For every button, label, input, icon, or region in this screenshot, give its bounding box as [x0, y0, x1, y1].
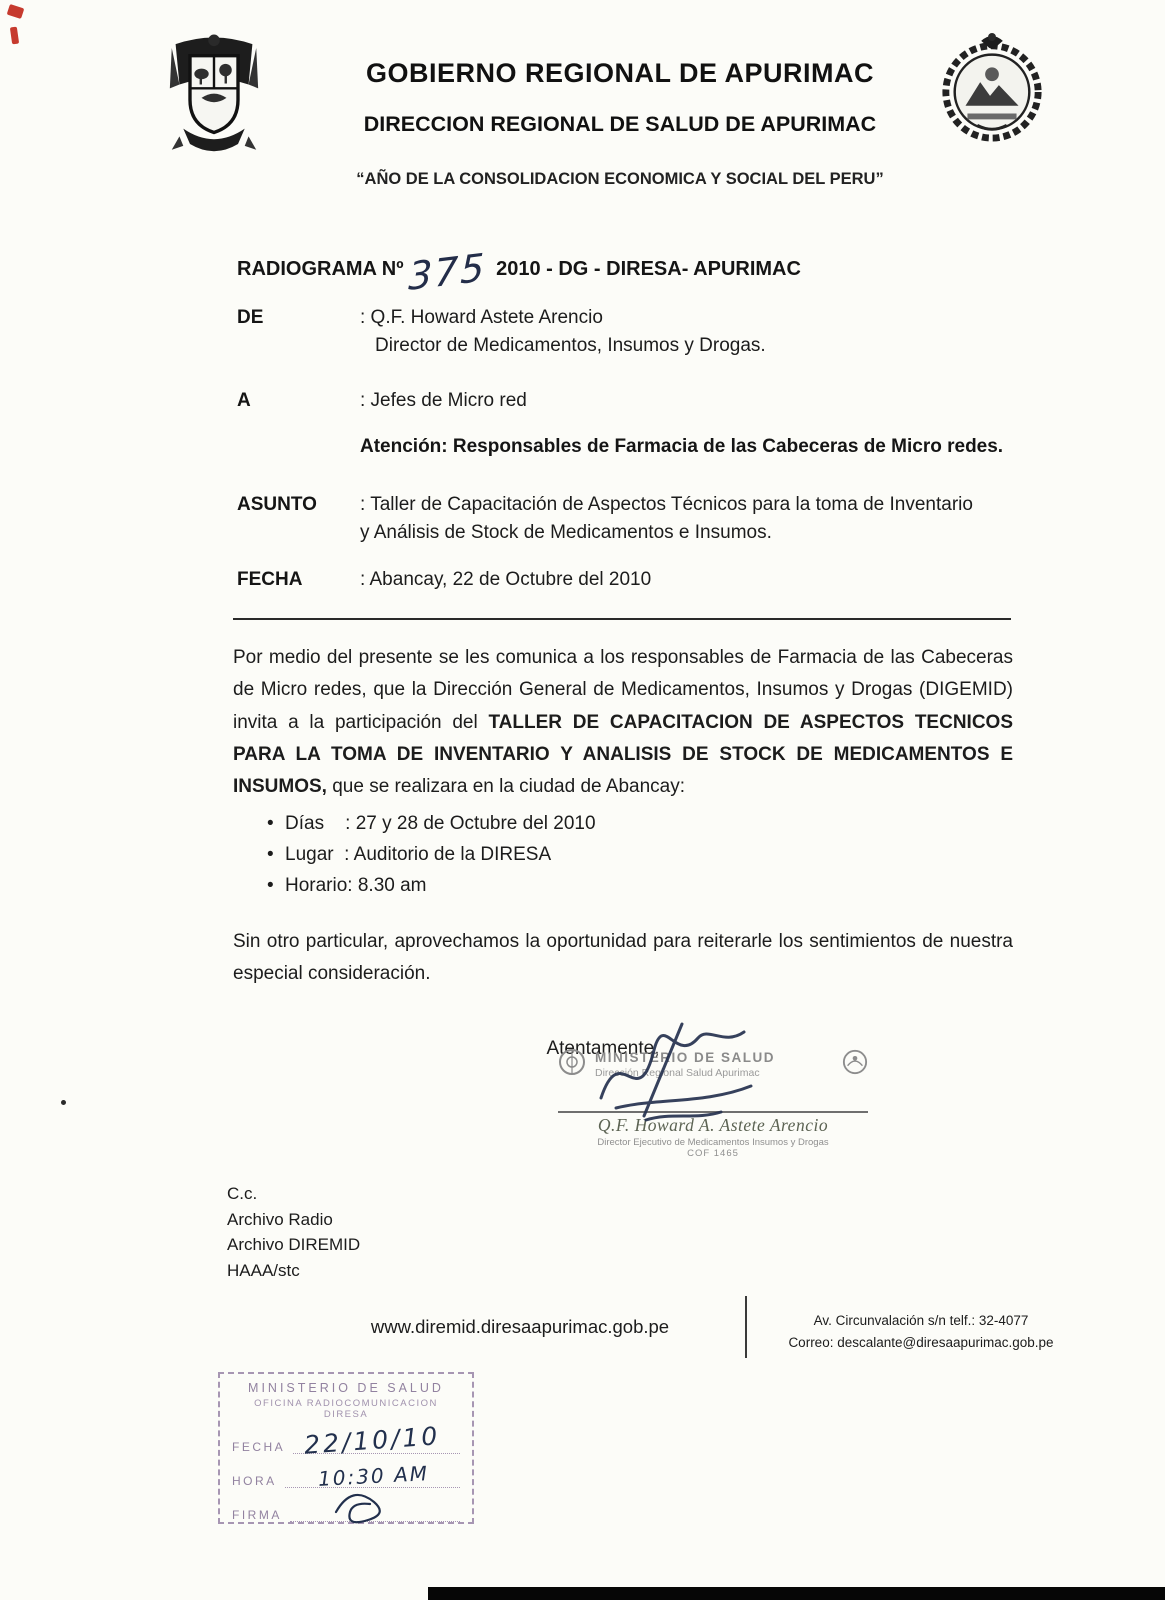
- field-de: [237, 304, 1027, 359]
- paragraph-text: Por medio del presente se les comunica a los responsables de Farmacia de las Cabeceras de Micro redes, que la Dirección General de Medicamentos, Insumos y Drogas (DIGEMID) invita a la participación del: [233, 647, 1013, 733]
- radiogram-number-line: [237, 245, 801, 299]
- field-a-value: : Jefes de Micro red: [360, 390, 527, 411]
- field-a: [237, 387, 1027, 415]
- list-item-text: Lugar : Auditorio de la DIRESA: [285, 844, 552, 866]
- footer-email: Correo: descalante@diresaapurimac.gob.pe: [788, 1335, 1054, 1351]
- field-asunto-value-line1: : Taller de Capacitación de Aspectos Técnicos para la toma de Inventario: [360, 494, 973, 515]
- footer-contact: [778, 1310, 1064, 1355]
- field-asunto-value-line2: y Análisis de Stock de Medicamentos e Insumos.: [360, 521, 772, 543]
- scan-artifact-red-mark: [7, 4, 25, 19]
- field-fecha: [237, 566, 1027, 594]
- closing-salutation: Atentamente,: [546, 1038, 660, 1060]
- reception-stamp-hora-row: [232, 1461, 460, 1491]
- paragraph-text: que se realizara en la ciudad de Abancay:: [326, 776, 686, 798]
- stamp-seal-left-icon: [558, 1048, 586, 1081]
- year-motto: “AÑO DE LA CONSOLIDACION ECONOMICA Y SOCIAL DEL PERU”: [356, 170, 884, 188]
- stamp-seal-right-icon: [842, 1049, 868, 1080]
- field-de-label: DE: [237, 307, 264, 328]
- field-fecha-value: : Abancay, 22 de Octubre del 2010: [360, 569, 652, 590]
- cc-label: C.c.: [227, 1184, 258, 1203]
- apurimac-coat-of-arms-icon: [938, 30, 1046, 148]
- reception-stamp-fecha-row: [232, 1421, 460, 1460]
- signer-registration: COF 1465: [687, 1148, 739, 1159]
- field-asunto: [237, 491, 1027, 546]
- reception-stamp-firma-row: [232, 1508, 460, 1522]
- signer-name: Q.F. Howard A. Astete Arencio: [597, 1115, 829, 1135]
- paragraph-bold-text: TALLER DE CAPACITACION DE ASPECTOS TECNICOS PARA LA TOMA DE INVENTARIO Y ANALISIS DE STOCK DE MEDICAMENTOS E INSUMOS,: [233, 711, 1013, 798]
- field-a-label: A: [237, 390, 251, 411]
- peru-coat-of-arms-icon: [166, 28, 262, 164]
- reception-stamp: [218, 1372, 474, 1524]
- footer-address: Av. Circunvalación s/n telf.: 32-4077: [813, 1313, 1029, 1328]
- atencion-line: Atención: Responsables de Farmacia de las Cabeceras de Micro redes.: [360, 436, 1004, 457]
- reception-firma-label: FIRMA: [232, 1508, 282, 1522]
- reception-stamp-line1: MINISTERIO DE SALUD: [248, 1381, 444, 1395]
- scan-artifact-dot: [61, 1100, 66, 1105]
- scan-artifact-red-mark: [10, 27, 19, 45]
- footer-website: www.diremid.diresaapurimac.gob.pe: [370, 1316, 670, 1337]
- event-details-list: [233, 809, 1013, 901]
- body-paragraph-1: [233, 642, 1013, 803]
- cc-item: Archivo DIREMID: [227, 1235, 361, 1254]
- field-de-value-line2: Director de Medicamentos, Insumos y Drogas.: [375, 334, 766, 356]
- stamp-line1: MINISTERIO DE SALUD: [595, 1050, 776, 1065]
- reception-stamp-line2: OFICINA RADIOCOMUNICACION DIRESA: [254, 1398, 438, 1420]
- org-title: GOBIERNO REGIONAL DE APURIMAC: [365, 58, 875, 88]
- cc-block: [227, 1181, 360, 1283]
- list-item-text: Días : 27 y 28 de Octubre del 2010: [285, 813, 596, 835]
- cc-item: HAAA/stc: [227, 1260, 300, 1280]
- list-item: [267, 809, 1013, 840]
- field-asunto-label: ASUNTO: [237, 494, 317, 515]
- radiogram-suffix: 2010 - DG - DIRESA- APURIMAC: [496, 258, 801, 280]
- handwritten-radiogram-number: 375: [407, 245, 487, 299]
- letter-body: [233, 642, 1013, 1060]
- footer-divider: [745, 1296, 747, 1358]
- signer-title: Director Ejecutivo de Medicamentos Insumos y Drogas: [597, 1137, 829, 1148]
- stamp-line2: Dirección Regional Salud Apurimac: [595, 1067, 760, 1079]
- radiogram-label: RADIOGRAMA Nº: [237, 258, 404, 280]
- handwritten-fecha: 22/10/10: [303, 1421, 442, 1460]
- cc-item: Archivo Radio: [227, 1209, 333, 1229]
- list-item-text: Horario: 8.30 am: [285, 875, 427, 897]
- field-de-value-line1: : Q.F. Howard Astete Arencio: [360, 307, 603, 328]
- reception-fecha-label: FECHA: [232, 1440, 286, 1454]
- handwritten-firma-signature: [328, 1486, 398, 1528]
- signature-block: [558, 1048, 868, 1159]
- list-item: [267, 871, 1013, 902]
- field-fecha-label: FECHA: [237, 569, 303, 590]
- org-subtitle: DIRECCION REGIONAL DE SALUD DE APURIMAC: [363, 112, 877, 136]
- list-item: [267, 840, 1013, 871]
- horizontal-rule: [233, 618, 1011, 620]
- handwritten-hora: 10:30 AM: [317, 1461, 430, 1491]
- scan-artifact-black-bar: [428, 1587, 1165, 1600]
- body-paragraph-2: Sin otro particular, aprovechamos la oportunidad para reiterarle los sentimientos de nuestra especial consideración.: [233, 930, 1013, 985]
- handwritten-signature: [586, 1020, 786, 1130]
- reception-hora-label: HORA: [232, 1474, 277, 1488]
